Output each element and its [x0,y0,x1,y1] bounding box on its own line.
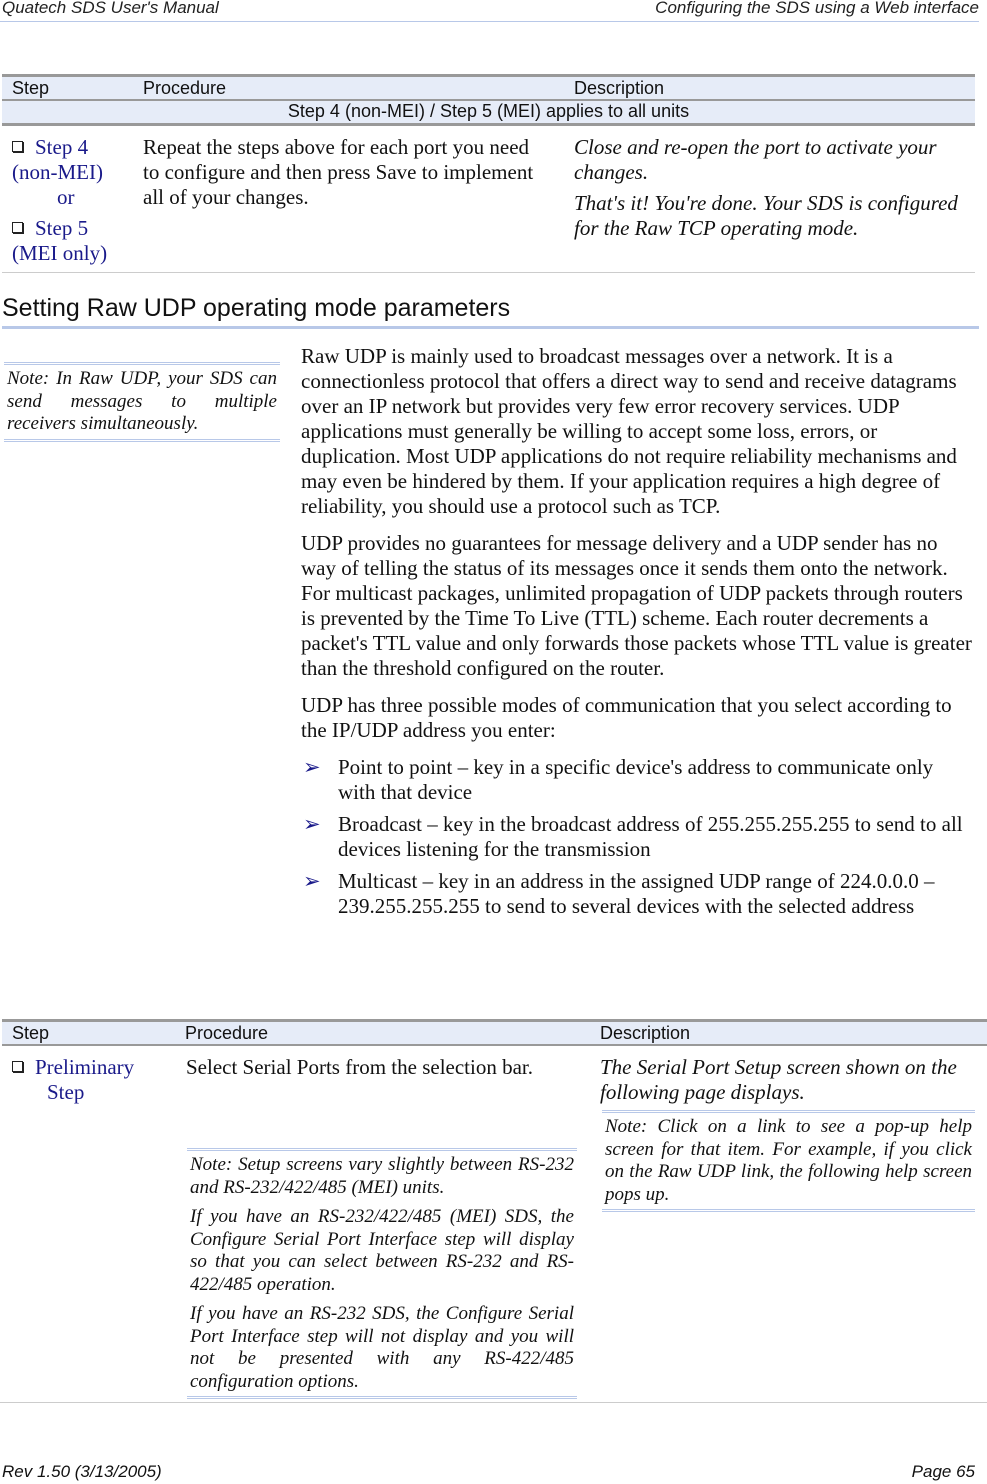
arrow-bullet-icon: ➢ [303,869,321,893]
checkbox-icon [12,1061,23,1072]
divider [0,1402,987,1403]
col-description: Description [574,78,665,98]
paragraph: UDP has three possible modes of communication that you select according to the IP/UDP address you enter: [301,693,952,742]
body-text [301,344,973,926]
side-note: Note: In Raw UDP, your SDS can send messages to multiple receivers simultaneously. [4,362,280,442]
checkbox-icon [12,141,23,152]
col-step: Step [12,78,50,98]
page-number: Page 65 [911,1462,975,1481]
col-procedure: Procedure [185,1023,269,1043]
col-description: Description [600,1023,691,1043]
table1-header [2,74,975,101]
arrow-bullet-icon: ➢ [303,755,321,779]
col-step: Step [12,1023,50,1043]
header-left: Quatech SDS User's Manual [2,0,219,17]
procedure-cell: Select Serial Ports from the selection bar. [186,1055,533,1079]
list-item: ➢ Broadcast – key in the broadcast address of 255.255.255.255 to send to all devices listening for the transmission [303,812,963,861]
checkbox-icon [12,222,23,233]
step-cell: Step 4 (non-MEI) or Step 5 (MEI only) [12,135,108,265]
col-procedure: Procedure [143,78,227,98]
header-right: Configuring the SDS using a Web interface [655,0,979,17]
revision: Rev 1.50 (3/13/2005) [2,1462,162,1481]
procedure-note: Note: Setup screens vary slightly between RS-232 and RS-232/422/485 (MEI) units. If you have an RS-232/422/485 (MEI) SDS, the Configure Serial Port Interface step will display so that you can select between RS-232 and RS-422/485 operation. If you have an RS-232 SDS, the Configure Serial Port Interface step will not display and you will not be presented with any RS-422/485 configuration options. [187,1148,577,1399]
procedure-cell: Repeat the steps above for each port you need to configure and then press Save to implement all of your changes. [143,135,534,209]
divider [2,272,975,273]
description-note: Note: Click on a link to see a pop-up help screen for that item. For example, if you click on the Raw UDP link, the following help screen pops up. [602,1110,975,1212]
section-title: Setting Raw UDP operating mode parameters [2,294,979,329]
list-item: ➢ Multicast – key in an address in the assigned UDP range of 224.0.0.0 – 239.255.255.255 to send to several devices with the selected address [303,869,935,918]
list-item: ➢ Point to point – key in a specific device's address to communicate only with that device [303,755,934,804]
table1-subheader: Step 4 (non-MEI) / Step 5 (MEI) applies to all units [2,101,975,126]
page-header [0,0,979,22]
step-cell: Preliminary Step [12,1055,182,1105]
paragraph: Raw UDP is mainly used to broadcast messages over a network. It is a connectionless protocol that offers a direct way to send and receive datagrams over an IP network but provides very few error recovery services. UDP applications must generally be willing to accept some loss, errors, or duplication. Most UDP applications do not require reliability mechanisms and may even be hindered by them. If your application requires a high degree of reliability, you should use a protocol such as TCP. [301,344,957,518]
description-cell: Close and re-open the port to activate your changes. That's it! You're done. Your SDS is configured for the Raw TCP operating mode. [574,135,958,240]
paragraph: UDP provides no guarantees for message delivery and a UDP sender has no way of telling the status of its messages once it sends them onto the network. For multicast packages, unlimited propagation of UDP packets through routers is prevented by the Time To Live (TTL) scheme. Each router decrements a packet's TTL value and only forwards those packets whose TTL value is greater than the threshold configured on the router. [301,531,972,680]
description-cell: The Serial Port Setup screen shown on the following page displays. [600,1055,957,1104]
arrow-bullet-icon: ➢ [303,812,321,836]
table2-header [2,1019,987,1046]
